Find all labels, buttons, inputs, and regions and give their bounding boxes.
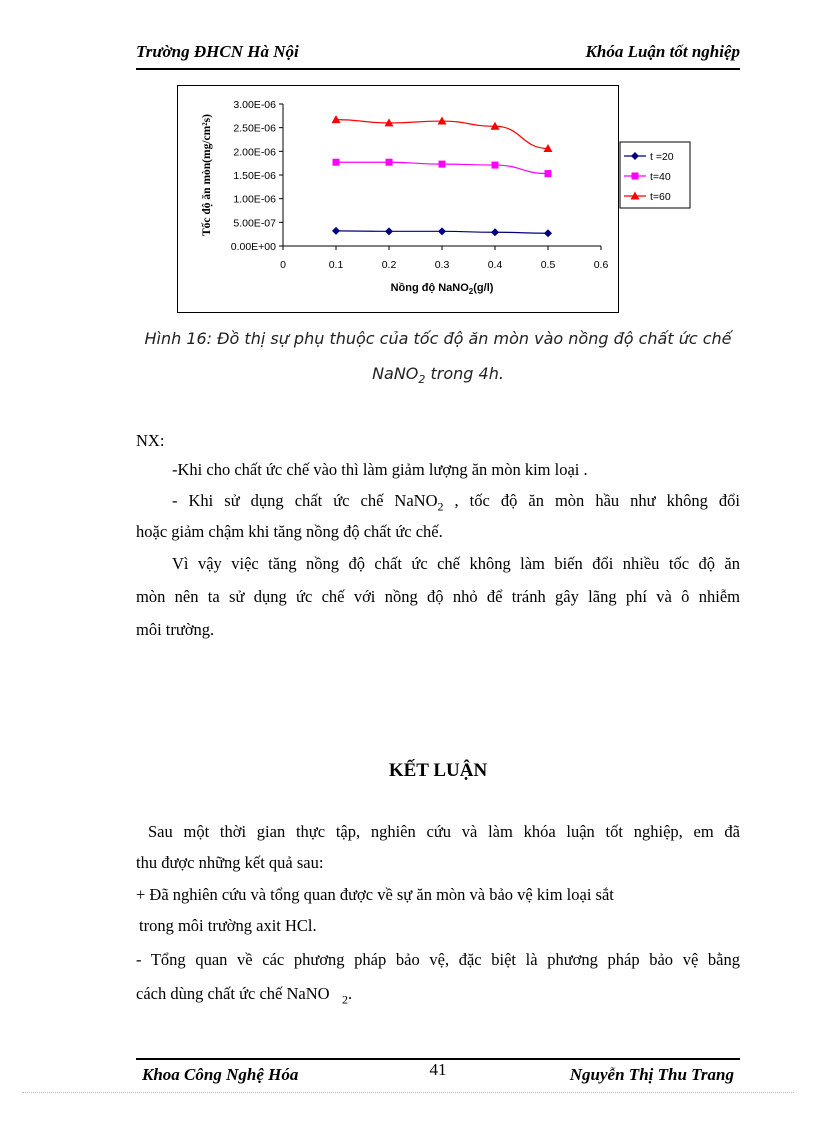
legend-label-0: t =20 [650, 151, 674, 163]
y-tick-label: 3.00E-06 [233, 99, 276, 111]
conclusion-line3: + Đã nghiên cứu và tổng quan được về sự ăn mòn và bảo vệ kim loại sắt [136, 885, 614, 904]
nx-label: NX: [136, 431, 165, 450]
conclusion-title: KẾT LUẬN [388, 760, 488, 781]
conclusion-l6-post: . [347, 984, 353, 1003]
header-doc-type: Khóa Luận tốt nghiệp [585, 42, 740, 61]
data-point-1 [333, 159, 340, 166]
x-axis-title: Nồng độ NaNO$_2$(g/l) [390, 282, 494, 296]
data-point-1 [545, 170, 552, 177]
data-point-0 [544, 229, 552, 237]
x-tick-label: 0.1 [328, 259, 344, 271]
data-point-1 [439, 161, 446, 168]
remark-3-line1: Vì vậy việc tăng nồng độ chất ức chế không làm biến đổi nhiều tốc độ ăn [172, 554, 740, 573]
bottom-dotted-rule [22, 1092, 794, 1093]
legend-label-1: t=40 [650, 171, 671, 183]
chart-svg [178, 86, 674, 312]
conclusion-line2: thu được những kết quả sau: [136, 853, 324, 872]
figure-caption-line2 [136, 364, 740, 386]
legend-label-2: t=60 [650, 191, 671, 203]
data-point-0 [385, 227, 393, 235]
page-header [136, 42, 740, 70]
footer-faculty: Khoa Công Nghệ Hóa [142, 1065, 299, 1084]
caption-chem: NaNO [372, 364, 419, 383]
page-number: 41 [429, 1060, 447, 1079]
remark-2-line2: hoặc giảm chậm khi tăng nồng độ chất ức chế. [136, 522, 443, 541]
footer-author: Nguyễn Thị Thu Trang [569, 1065, 734, 1084]
data-point-0 [438, 227, 446, 235]
remark-2-pre: - Khi sử dụng chất ức chế NaNO [172, 491, 438, 510]
y-tick-label: 1.50E-06 [233, 170, 276, 182]
remark-2-sub: 2 [437, 499, 444, 514]
y-tick-label: 5.00E-07 [233, 217, 276, 230]
y-tick-label: 2.00E-06 [233, 146, 276, 159]
conclusion-line1: Sau một thời gian thực tập, nghiên cứu và làm khóa luận tốt nghiệp, em đã [148, 822, 740, 841]
x-tick-label: 0.5 [540, 259, 556, 271]
x-tick-label: 0.4 [487, 259, 503, 271]
remark-2-post: , tốc độ ăn mòn hầu như không đổi [443, 491, 741, 510]
y-tick-label: 1.00E-06 [233, 193, 276, 206]
y-tick-label: 0.00E+00 [230, 241, 276, 253]
conclusion-l6-pre: cách dùng chất ức chế NaNO [136, 984, 330, 1003]
caption-chem-sub: 2 [418, 373, 426, 387]
page-footer [136, 1058, 740, 1090]
data-point-0 [491, 228, 499, 236]
remark-3-line2: mòn nên ta sử dụng ức chế với nồng độ nhỏ để tránh gây lãng phí và ô nhiễm [136, 587, 740, 606]
conclusion-line6 [136, 984, 352, 1009]
remark-2-line1 [172, 491, 740, 516]
header-school: Trường ĐHCN Hà Nội [136, 42, 299, 61]
legend-marker-1 [632, 173, 639, 180]
conclusion-l6-sub: 2 [341, 992, 348, 1007]
x-tick-label: 0.6 [593, 259, 609, 271]
y-axis-title: Tốc độ ăn mòn(mg/cm²s) [201, 114, 213, 236]
caption-tail: trong 4h. [425, 364, 504, 383]
remark-1: -Khi cho chất ức chế vào thì làm giảm lượng ăn mòn kim loại . [172, 460, 588, 479]
figure-caption-line1: Hình 16: Đồ thị sự phụ thuộc của tốc độ ăn mòn vào nồng độ chất ức chế [144, 329, 732, 348]
x-tick-label: 0 [280, 259, 286, 271]
data-point-0 [332, 227, 340, 235]
conclusion-line4: trong môi trường axit HCl. [139, 916, 317, 935]
x-tick-label: 0.2 [381, 259, 397, 271]
y-tick-label: 2.50E-06 [233, 122, 276, 135]
data-point-1 [492, 162, 499, 169]
corrosion-rate-chart [177, 85, 674, 313]
data-point-1 [386, 159, 393, 166]
remark-3-line3: môi trường. [136, 620, 215, 639]
x-tick-label: 0.3 [434, 259, 450, 271]
conclusion-line5: - Tổng quan về các phương pháp bảo vệ, đặc biệt là phương pháp bảo vệ bằng [136, 950, 740, 969]
